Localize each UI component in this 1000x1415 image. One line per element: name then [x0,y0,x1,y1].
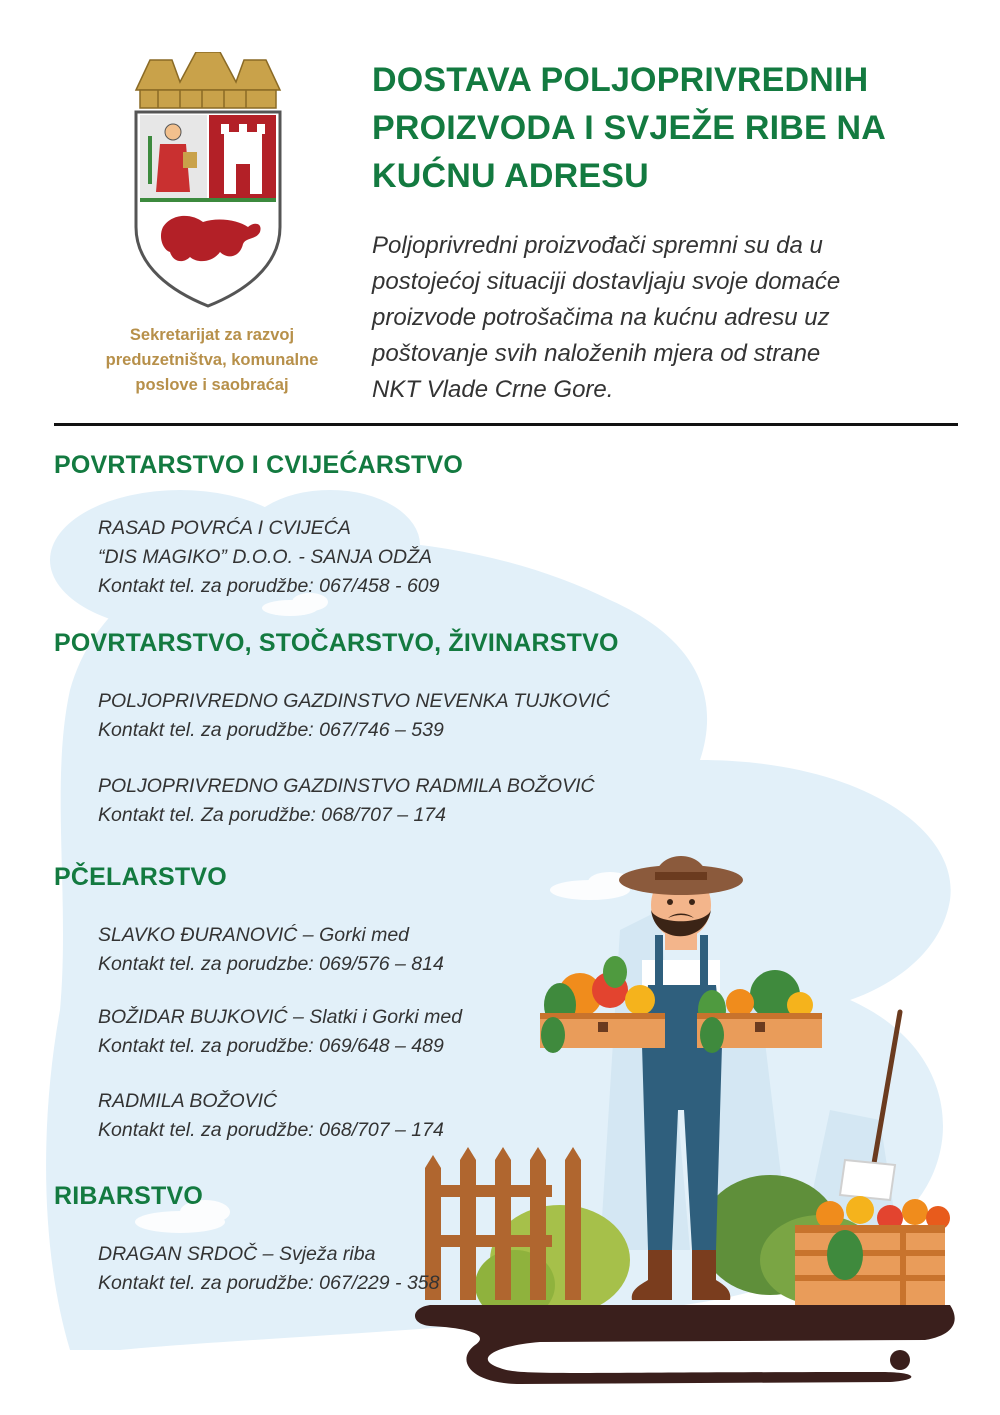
producer-line: RADMILA BOŽOVIĆ [98,1090,278,1112]
producer-entry [98,1087,754,1145]
secretariat-line: poslove i saobraćaj [135,376,289,394]
contact-line: Kontakt tel. za porudzbe: 069/576 – 814 [98,953,444,975]
title-line: PROIZVODA I SVJEŽE RIBE NA [372,109,887,147]
contact-line: Kontakt tel. Za porudžbe: 068/707 – 174 [98,804,447,826]
intro-line: proizvode potrošačima na kućnu adresu uz [372,304,830,331]
contact-line: Kontakt tel. za porudžbe: 067/746 – 539 [98,719,444,741]
section-ribarstvo [54,1181,754,1298]
producer-entry [98,772,754,830]
intro-line: NKT Vlade Crne Gore. [372,376,614,403]
intro-line: postojećoj situaciji dostavljaju svoje domaće [372,268,841,295]
secretariat-line: preduzetništva, komunalne [105,351,319,369]
section-title: PČELARSTVO [54,863,227,891]
secretariat-line: Sekretarijat za razvoj [129,326,295,344]
intro-paragraph [372,228,972,408]
section-title: RIBARSTVO [54,1182,204,1210]
secretariat-name [62,323,362,398]
header-divider [54,423,958,426]
section-povrtarstvo-stocarstvo-zivinarstvo [54,628,754,830]
title-line: DOSTAVA POLJOPRIVREDNIH [372,61,869,99]
title-line: KUĆNU ADRESU [372,157,649,195]
contact-line: Kontakt tel. za porudžbe: 067/458 - 609 [98,575,440,597]
producer-entry [98,687,754,745]
tower [221,124,265,194]
intro-line: Poljoprivredni proizvođači spremni su da u [372,232,823,259]
producer-entry [98,1240,754,1298]
producer-line: BOŽIDAR BUJKOVIĆ – Slatki i Gorki med [98,1006,463,1028]
page-title [372,56,972,200]
ground [415,1305,955,1384]
producer-line: SLAVKO ĐURANOVIĆ – Gorki med [98,924,410,946]
producer-entry [98,921,754,979]
crown [136,52,280,108]
producer-entry [98,514,754,601]
contact-line: Kontakt tel. za porudžbe: 067/229 - 358 [98,1272,440,1294]
intro-line: poštovanje svih naloženih mjera od strane [372,340,821,367]
section-title: POVRTARSTVO, STOČARSTVO, ŽIVINARSTVO [54,629,619,657]
section-pcelarstvo [54,862,754,1145]
coat-of-arms-icon [128,52,288,310]
vegetable-crate [795,1196,950,1305]
producer-line: RASAD POVRĆA I CVIJEĆA [98,517,351,539]
section-title: POVRTARSTVO I CVIJEĆARSTVO [54,451,463,479]
contact-line: Kontakt tel. za porudžbe: 069/648 – 489 [98,1035,444,1057]
producer-line: DRAGAN SRDOČ – Svježa riba [98,1243,376,1265]
producer-entry [98,1003,754,1061]
producer-line: POLJOPRIVREDNO GAZDINSTVO NEVENKA TUJKOVIĆ [98,690,610,712]
producer-line: POLJOPRIVREDNO GAZDINSTVO RADMILA BOŽOVIĆ [98,775,595,797]
section-povrtarstvo-cvjecarstvo [54,450,754,601]
producer-line: “DIS MAGIKO” D.O.O. - SANJA ODŽA [98,546,433,568]
contact-line: Kontakt tel. za porudžbe: 068/707 – 174 [98,1119,444,1141]
